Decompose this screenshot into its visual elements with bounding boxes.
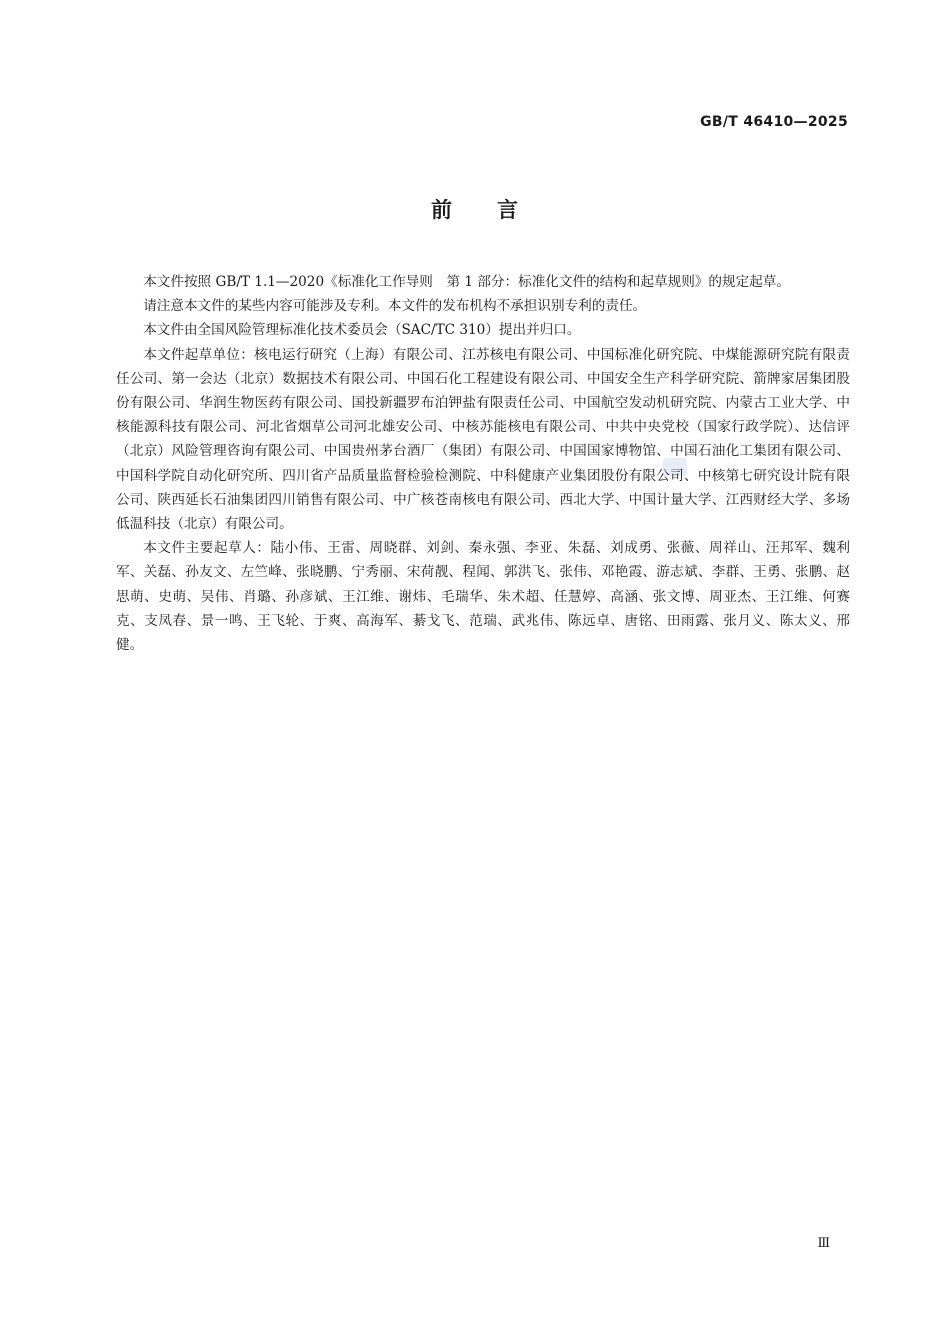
page-number: Ⅲ xyxy=(817,1236,830,1251)
paragraph-drafters: 本文件主要起草人：陆小伟、王雷、周晓群、刘剑、秦永强、李亚、朱磊、刘成勇、张薇、周祥山、汪邦军、魏利军、关磊、孙友文、左竺峰、张晓鹏、宁秀丽、宋荷靓、程闻、郭洪飞、张伟、邓艳霞、游志斌、李群、王勇、张鹏、赵思萌、史萌、吴伟、肖璐、孙彦斌、王江维、谢炜、毛瑞华、朱术超、任慧婷、高涵、张文博、周亚杰、王江维、何赛克、支凤春、景一鸣、王飞轮、于爽、高海军、綦戈飞、范瑞、武兆伟、陈远卓、唐铭、田雨露、张月义、陈太义、邢健。 xyxy=(116,540,850,654)
paragraph-drafting-units: 本文件起草单位：核电运行研究（上海）有限公司、江苏核电有限公司、中国标准化研究院、中煤能源研究院有限责任公司、第一会达（北京）数据技术有限公司、中国石化工程建设有限公司、中国安全生产科学研究院、箭牌家居集团股份有限公司、华润生物医药有限公司、国投新疆罗布泊钾盐有限责任公司、中国航空发动机研究院、内蒙古工业大学、中核能源科技有限公司、河北省烟草公司河北雄安公司、中核苏能核电有限公司、中共中央党校（国家行政学院）、达信评（北京）风险管理咨询有限公司、中国贵州茅台酒厂（集团）有限公司、中国国家博物馆、中国石油化工集团有限公司、中国科学院自动化研究所、四川省产品质量监督检验检测院、中科健康产业集团股份有限公司、中核第七研究设计院有限公司、陕西延长石油集团四川销售有限公司、中广核苍南核电有限公司、西北大学、中国计量大学、江西财经大学、多场低温科技（北京）有限公司。 xyxy=(116,346,850,533)
standard-number: GB/T 46410—2025 xyxy=(700,114,848,130)
paragraph-proposer: 本文件由全国风险管理标准化技术委员会（SAC/TC 310）提出并归口。 xyxy=(143,322,581,339)
title-char-2: 言 xyxy=(497,198,519,222)
foreword-body xyxy=(116,270,850,657)
page-title xyxy=(0,194,950,224)
paragraph-drafting-rules: 本文件按照 GB/T 1.1—2020《标准化工作导则 第 1 部分：标准化文件的结构和起草规则》的规定起草。 xyxy=(143,274,790,290)
paragraph-patent-notice: 请注意本文件的某些内容可能涉及专利。本文件的发布机构不承担识别专利的责任。 xyxy=(143,298,647,315)
title-char-1: 前 xyxy=(431,198,453,222)
